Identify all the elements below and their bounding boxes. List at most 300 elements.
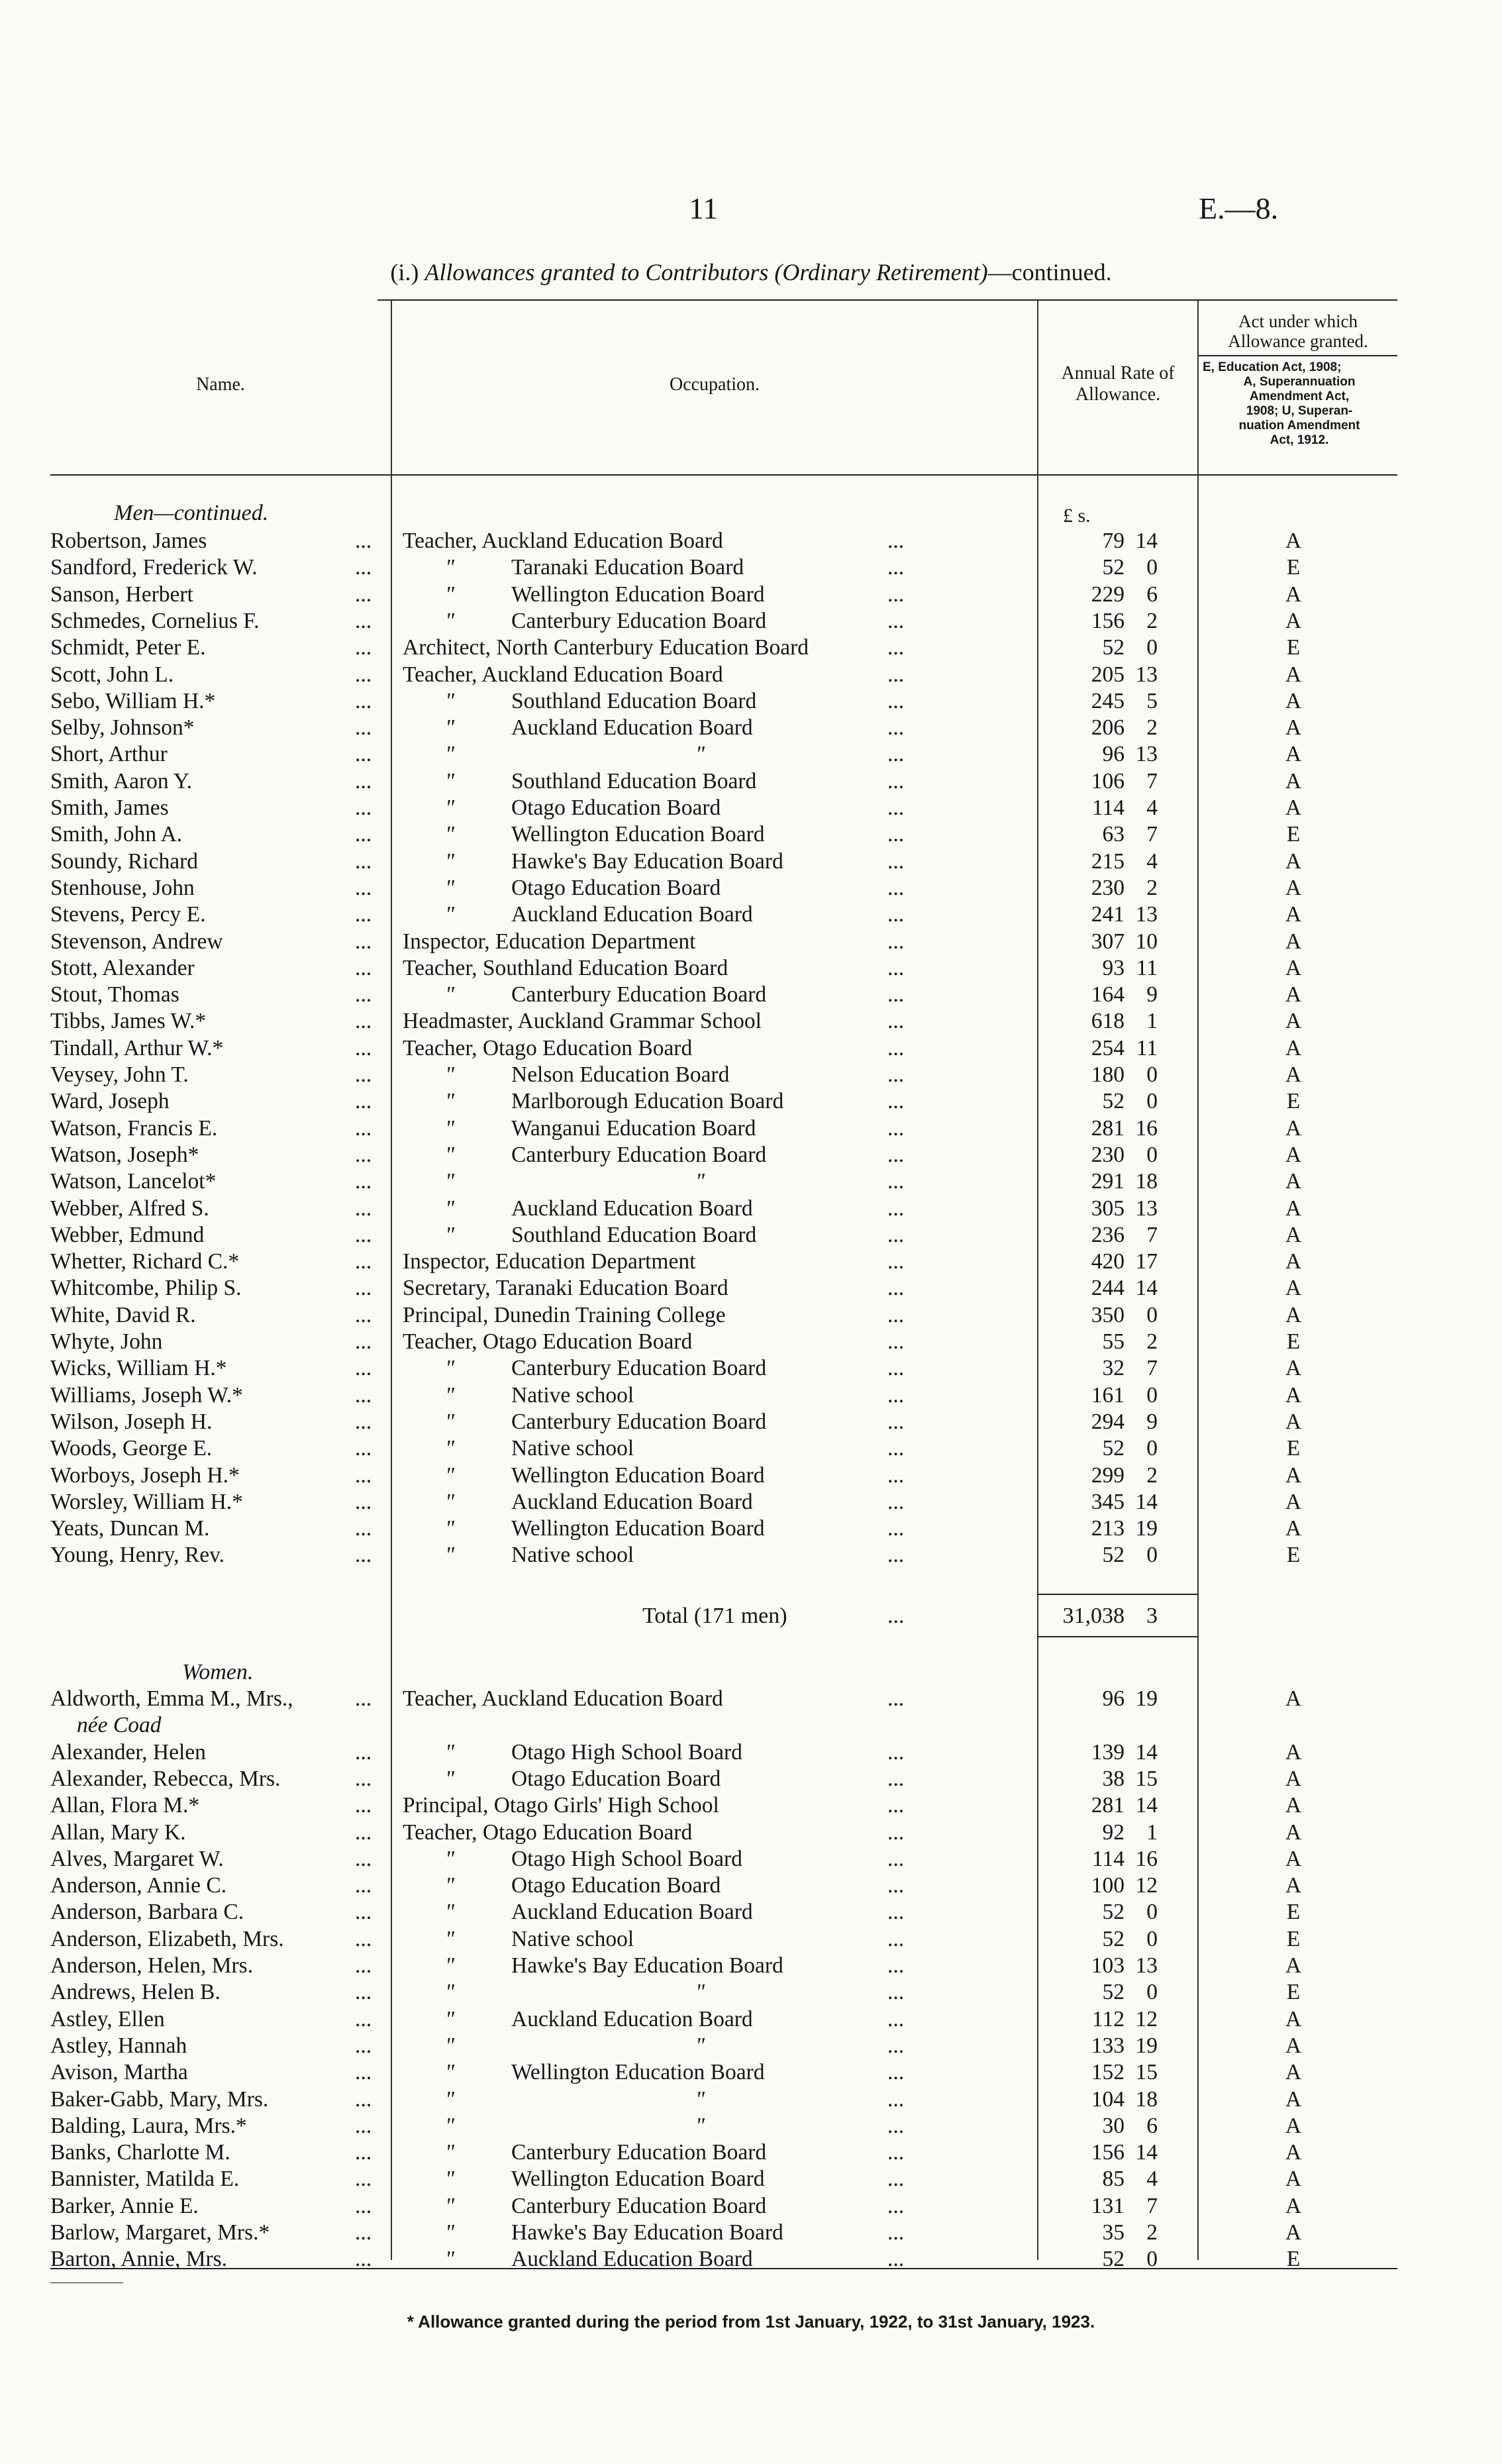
name-leader-dots: ... bbox=[355, 582, 372, 607]
name-leader-dots: ... bbox=[355, 1409, 372, 1434]
row-act: A bbox=[1285, 902, 1302, 927]
name-leader-dots: ... bbox=[355, 1302, 372, 1327]
occupation-leader-dots: ... bbox=[887, 2113, 905, 2138]
row-pounds: 79 bbox=[1102, 529, 1125, 553]
occupation-leader-dots: ... bbox=[887, 1356, 905, 1381]
row-name: Ward, Joseph bbox=[50, 1089, 170, 1114]
row-act: A bbox=[1285, 1035, 1302, 1060]
ditto-mark: " bbox=[445, 1196, 455, 1221]
row-pounds: 291 bbox=[1091, 1169, 1125, 1194]
row-name: Bannister, Matilda E. bbox=[50, 2167, 240, 2192]
row-pounds: 345 bbox=[1091, 1489, 1125, 1514]
row-name: Smith, James bbox=[50, 796, 169, 820]
ditto-mark: " bbox=[445, 1953, 455, 1978]
row-occupation: Teacher, Otago Education Board bbox=[403, 1035, 693, 1060]
occupation-leader-dots: ... bbox=[887, 2220, 905, 2245]
row-occupation: Wellington Education Board bbox=[511, 2060, 765, 2085]
name-leader-dots: ... bbox=[355, 929, 372, 954]
row-pounds: 206 bbox=[1091, 715, 1125, 741]
name-leader-dots: ... bbox=[355, 608, 372, 633]
header-occupation: Occupation. bbox=[669, 374, 760, 395]
caption-suffix: —continued. bbox=[987, 259, 1112, 285]
row-pounds: 305 bbox=[1091, 1196, 1125, 1221]
table-row bbox=[0, 1302, 1502, 1329]
name-leader-dots: ... bbox=[355, 2167, 372, 2192]
row-occupation: Canterbury Education Board bbox=[511, 1409, 767, 1434]
table-row bbox=[0, 901, 1502, 928]
table-row bbox=[0, 1382, 1502, 1409]
row-occupation: Canterbury Education Board bbox=[511, 608, 767, 633]
row-name: Sandford, Frederick W. bbox=[50, 555, 258, 580]
row-shillings: 0 bbox=[1146, 1382, 1158, 1408]
row-pounds: 92 bbox=[1102, 1820, 1125, 1845]
row-shillings: 19 bbox=[1135, 1686, 1158, 1711]
row-occupation: Wellington Education Board bbox=[511, 822, 765, 847]
table-row bbox=[0, 1873, 1502, 1899]
row-name: Baker-Gabb, Mary, Mrs. bbox=[50, 2086, 269, 2112]
row-act: A bbox=[1285, 2060, 1302, 2085]
row-name: Alexander, Helen bbox=[50, 1739, 206, 1765]
ditto-mark: " bbox=[445, 2220, 455, 2245]
row-name: Worsley, William H.* bbox=[50, 1489, 243, 1514]
row-act: A bbox=[1285, 1356, 1302, 1381]
row-name: Allan, Mary K. bbox=[50, 1820, 186, 1845]
table-row-continuation bbox=[0, 1712, 1502, 1739]
name-leader-dots: ... bbox=[355, 1222, 372, 1247]
row-shillings: 10 bbox=[1135, 929, 1158, 954]
occupation-leader-dots: ... bbox=[887, 902, 905, 927]
row-shillings: 6 bbox=[1146, 2113, 1158, 2138]
row-act: A bbox=[1285, 2167, 1302, 2192]
header-annual-rate bbox=[1038, 363, 1197, 405]
row-act: A bbox=[1285, 955, 1302, 980]
row-act: E bbox=[1286, 1926, 1301, 1951]
series-reference: E.—8. bbox=[1199, 191, 1279, 225]
table-row bbox=[0, 1035, 1502, 1062]
row-name: Astley, Hannah bbox=[50, 2033, 187, 2058]
row-occupation: Auckland Education Board bbox=[511, 715, 753, 741]
row-name: Schmidt, Peter E. bbox=[50, 635, 206, 660]
row-occupation: Canterbury Education Board bbox=[511, 1142, 767, 1167]
occupation-leader-dots: ... bbox=[887, 848, 905, 874]
row-act: E bbox=[1286, 2247, 1301, 2272]
occupation-leader-dots: ... bbox=[887, 875, 905, 900]
row-act: A bbox=[1285, 1953, 1302, 1978]
row-act: A bbox=[1285, 848, 1302, 874]
row-shillings: 11 bbox=[1136, 955, 1158, 980]
occupation-leader-dots: ... bbox=[887, 1329, 905, 1354]
table-row bbox=[0, 875, 1502, 901]
ditto-mark: " bbox=[445, 902, 455, 927]
ditto-mark: " bbox=[445, 1926, 455, 1951]
row-name: Tindall, Arthur W.* bbox=[50, 1035, 224, 1060]
ditto-mark: " bbox=[445, 1142, 455, 1167]
name-leader-dots: ... bbox=[355, 715, 372, 741]
ditto-mark: " bbox=[445, 1409, 455, 1434]
row-name: Allan, Flora M.* bbox=[50, 1793, 200, 1818]
row-occupation: Wellington Education Board bbox=[511, 2167, 765, 2192]
row-name: Worboys, Joseph H.* bbox=[50, 1463, 240, 1488]
ditto-mark: " bbox=[445, 1900, 455, 1925]
table-row bbox=[0, 1435, 1502, 1462]
occupation-leader-dots: ... bbox=[887, 1953, 905, 1978]
row-pounds: 156 bbox=[1091, 2140, 1125, 2165]
ditto-mark: " bbox=[445, 1169, 455, 1194]
header-top-rule bbox=[377, 299, 1397, 301]
header-act-title bbox=[1199, 311, 1397, 351]
name-leader-dots: ... bbox=[355, 1009, 372, 1034]
name-leader-dots: ... bbox=[355, 2220, 372, 2245]
row-shillings: 14 bbox=[1135, 1489, 1158, 1514]
row-occupation: Auckland Education Board bbox=[511, 2247, 753, 2272]
occupation-leader-dots: ... bbox=[887, 1926, 905, 1951]
table-row bbox=[0, 662, 1502, 688]
row-act: A bbox=[1285, 1222, 1302, 1247]
row-occupation: Otago Education Board bbox=[511, 796, 721, 820]
total-shillings: 3 bbox=[1146, 1604, 1158, 1628]
table-row bbox=[0, 1953, 1502, 1979]
header-act-rule bbox=[1199, 355, 1397, 356]
row-shillings: 0 bbox=[1146, 1089, 1158, 1114]
row-act: A bbox=[1285, 2193, 1302, 2218]
row-name: Selby, Johnson* bbox=[50, 715, 195, 741]
row-pounds: 103 bbox=[1091, 1953, 1125, 1978]
row-act: A bbox=[1285, 662, 1302, 687]
table-row bbox=[0, 1463, 1502, 1489]
row-act: A bbox=[1285, 1115, 1302, 1141]
row-shillings: 0 bbox=[1146, 1142, 1158, 1167]
row-name: Barton, Annie, Mrs. bbox=[50, 2247, 228, 2272]
row-occupation: Native school bbox=[511, 1436, 634, 1461]
row-shillings: 5 bbox=[1146, 688, 1158, 713]
row-act: A bbox=[1285, 1142, 1302, 1167]
table-row bbox=[0, 741, 1502, 768]
row-shillings: 7 bbox=[1146, 1222, 1158, 1247]
row-act: E bbox=[1286, 1436, 1301, 1461]
row-pounds: 52 bbox=[1102, 1926, 1125, 1951]
row-pounds: 114 bbox=[1091, 796, 1125, 820]
occupation-leader-dots: ... bbox=[887, 635, 905, 660]
row-shillings: 0 bbox=[1146, 1926, 1158, 1951]
name-leader-dots: ... bbox=[355, 982, 372, 1007]
row-shillings: 18 bbox=[1135, 2086, 1158, 2112]
row-act: A bbox=[1285, 1489, 1302, 1514]
row-shillings: 2 bbox=[1146, 1329, 1158, 1354]
name-leader-dots: ... bbox=[355, 1115, 372, 1141]
table-row bbox=[0, 1899, 1502, 1925]
ditto-mark: " bbox=[445, 555, 455, 580]
row-name: Scott, John L. bbox=[50, 662, 174, 687]
row-name: Anderson, Elizabeth, Mrs. bbox=[50, 1926, 284, 1951]
row-shillings: 4 bbox=[1146, 2167, 1158, 2192]
row-act: A bbox=[1285, 1062, 1302, 1087]
occupation-leader-dots: ... bbox=[887, 1873, 905, 1898]
row-occupation: Auckland Education Board bbox=[511, 2006, 753, 2031]
row-occupation: Canterbury Education Board bbox=[511, 2193, 767, 2218]
row-occupation: Inspector, Education Department bbox=[403, 1249, 696, 1274]
row-pounds: 205 bbox=[1091, 662, 1125, 687]
name-leader-dots: ... bbox=[355, 2113, 372, 2138]
table-row bbox=[0, 955, 1502, 982]
row-occupation: Marlborough Education Board bbox=[511, 1089, 784, 1114]
row-act: A bbox=[1285, 1516, 1302, 1541]
row-occupation: Headmaster, Auckland Grammar School bbox=[403, 1009, 762, 1034]
row-pounds: 32 bbox=[1102, 1356, 1125, 1381]
row-shillings: 1 bbox=[1146, 1820, 1158, 1845]
row-pounds: 230 bbox=[1091, 1142, 1125, 1167]
ditto-mark: " bbox=[445, 1846, 455, 1871]
row-act: A bbox=[1285, 688, 1302, 713]
name-leader-dots: ... bbox=[355, 1900, 372, 1925]
row-pounds: 307 bbox=[1091, 929, 1125, 954]
total-leader-dots: ... bbox=[887, 1604, 905, 1628]
ditto-mark: " bbox=[445, 2167, 455, 2192]
row-pounds: 96 bbox=[1102, 1686, 1125, 1711]
name-leader-dots: ... bbox=[355, 1516, 372, 1541]
row-shillings: 0 bbox=[1146, 1062, 1158, 1087]
ditto-mark: " bbox=[445, 875, 455, 900]
row-act: A bbox=[1285, 929, 1302, 954]
row-occupation: Teacher, Auckland Education Board bbox=[403, 529, 723, 553]
row-pounds: 52 bbox=[1102, 1900, 1125, 1925]
name-leader-dots: ... bbox=[355, 1356, 372, 1381]
row-name: Watson, Joseph* bbox=[50, 1142, 199, 1167]
row-name: Sebo, William H.* bbox=[50, 688, 216, 713]
row-occupation: Auckland Education Board bbox=[511, 1196, 753, 1221]
occupation-leader-dots: ... bbox=[887, 1035, 905, 1060]
row-name: Anderson, Barbara C. bbox=[50, 1900, 244, 1925]
row-pounds: 618 bbox=[1091, 1009, 1125, 1034]
row-pounds: 164 bbox=[1091, 982, 1125, 1007]
header-act-key bbox=[1203, 360, 1396, 448]
row-act: A bbox=[1285, 1739, 1302, 1765]
name-leader-dots: ... bbox=[355, 796, 372, 820]
row-pounds: 112 bbox=[1091, 2006, 1125, 2031]
header-rate-line2: Allowance. bbox=[1075, 384, 1161, 405]
occupation-leader-dots: ... bbox=[887, 1739, 905, 1765]
row-occupation: Principal, Dunedin Training College bbox=[403, 1302, 726, 1327]
table-row bbox=[0, 768, 1502, 795]
name-leader-dots: ... bbox=[355, 529, 372, 553]
row-shillings: 0 bbox=[1146, 1302, 1158, 1327]
table-row bbox=[0, 715, 1502, 741]
ditto-mark: " bbox=[445, 1436, 455, 1461]
ditto-mark: " bbox=[445, 768, 455, 794]
occupation-leader-dots: ... bbox=[887, 2247, 905, 2272]
occupation-leader-dots: ... bbox=[887, 1222, 905, 1247]
table-row bbox=[0, 2033, 1502, 2059]
ditto-mark: " bbox=[445, 742, 455, 767]
ditto-mark: " bbox=[445, 1463, 455, 1488]
row-pounds: 420 bbox=[1091, 1249, 1125, 1274]
row-shillings: 7 bbox=[1146, 1356, 1158, 1381]
row-shillings: 2 bbox=[1146, 608, 1158, 633]
row-act: E bbox=[1286, 635, 1301, 660]
ditto-mark: " bbox=[445, 1489, 455, 1514]
row-name: Smith, John A. bbox=[50, 822, 183, 847]
ditto-mark: " bbox=[445, 822, 455, 847]
row-name: Stout, Thomas bbox=[50, 982, 179, 1007]
occupation-leader-dots: ... bbox=[887, 822, 905, 847]
name-leader-dots: ... bbox=[355, 1846, 372, 1871]
row-name: Balding, Laura, Mrs.* bbox=[50, 2113, 247, 2138]
occupation-leader-dots: ... bbox=[887, 2060, 905, 2085]
ditto-mark: " bbox=[445, 2247, 455, 2272]
row-act: A bbox=[1285, 1766, 1302, 1791]
row-pounds: 350 bbox=[1091, 1302, 1125, 1327]
row-shillings: 0 bbox=[1146, 1900, 1158, 1925]
row-occupation: Native school bbox=[511, 1543, 634, 1568]
ditto-mark: " bbox=[445, 2033, 455, 2058]
ditto-mark: " bbox=[445, 1766, 455, 1791]
row-act: E bbox=[1286, 555, 1301, 580]
occupation-leader-dots: ... bbox=[887, 662, 905, 687]
header-act-line2: Allowance granted. bbox=[1228, 331, 1368, 351]
occupation-leader-dots: ... bbox=[887, 929, 905, 954]
occupation-leader-dots: ... bbox=[887, 1820, 905, 1845]
table-row bbox=[0, 1846, 1502, 1873]
row-act: E bbox=[1286, 822, 1301, 847]
row-act: E bbox=[1286, 1543, 1301, 1568]
name-leader-dots: ... bbox=[355, 2033, 372, 2058]
row-shillings: 1 bbox=[1146, 1009, 1158, 1034]
ditto-mark: " bbox=[445, 848, 455, 874]
name-leader-dots: ... bbox=[355, 902, 372, 927]
row-pounds: 180 bbox=[1091, 1062, 1125, 1087]
table-row bbox=[0, 1222, 1502, 1249]
row-pounds: 52 bbox=[1102, 635, 1125, 660]
row-pounds: 52 bbox=[1102, 1089, 1125, 1114]
occupation-leader-dots: ... bbox=[887, 1249, 905, 1274]
currency-header: £ s. bbox=[1063, 505, 1091, 527]
row-occupation: Native school bbox=[511, 1926, 634, 1951]
occupation-leader-dots: ... bbox=[887, 2167, 905, 2192]
row-act: A bbox=[1285, 1409, 1302, 1434]
row-occupation: Southland Education Board bbox=[511, 1222, 757, 1247]
table-row bbox=[0, 688, 1502, 715]
row-act: A bbox=[1285, 1009, 1302, 1034]
header-rate-line1: Annual Rate of bbox=[1061, 363, 1175, 384]
row-name: Wilson, Joseph H. bbox=[50, 1409, 213, 1434]
header-act-line1: Act under which bbox=[1238, 311, 1358, 331]
row-act: A bbox=[1285, 768, 1302, 794]
occupation-leader-dots: ... bbox=[887, 1062, 905, 1087]
row-name: Short, Arthur bbox=[50, 742, 168, 767]
row-pounds: 281 bbox=[1091, 1115, 1125, 1141]
row-name: Avison, Martha bbox=[50, 2060, 188, 2085]
ditto-mark: " bbox=[445, 982, 455, 1007]
name-leader-dots: ... bbox=[355, 1196, 372, 1221]
row-occupation: Auckland Education Board bbox=[511, 1489, 753, 1514]
table-row bbox=[0, 795, 1502, 821]
row-act: E bbox=[1286, 1980, 1301, 2005]
total-label: Total (171 men) bbox=[642, 1604, 787, 1628]
table-row bbox=[0, 1008, 1502, 1035]
occupation-leader-dots: ... bbox=[887, 608, 905, 633]
occupation-leader-dots: ... bbox=[887, 582, 905, 607]
table-row bbox=[0, 1515, 1502, 1542]
ditto-mark: " bbox=[445, 1543, 455, 1568]
row-pounds: 299 bbox=[1091, 1463, 1125, 1488]
table-row bbox=[0, 1249, 1502, 1275]
row-shillings: 17 bbox=[1135, 1249, 1158, 1274]
ditto-mark: " bbox=[445, 2060, 455, 2085]
row-shillings: 7 bbox=[1146, 2193, 1158, 2218]
ditto-mark: " bbox=[445, 1222, 455, 1247]
ditto-mark: " bbox=[445, 715, 455, 741]
name-leader-dots: ... bbox=[355, 1169, 372, 1194]
ditto-mark: " bbox=[445, 2140, 455, 2165]
ditto-mark: " bbox=[445, 1739, 455, 1765]
row-name: Stevens, Percy E. bbox=[50, 902, 206, 927]
row-shillings: 9 bbox=[1146, 982, 1158, 1007]
table-row bbox=[0, 1542, 1502, 1568]
occupation-leader-dots: ... bbox=[887, 1409, 905, 1434]
row-pounds: 114 bbox=[1091, 1846, 1125, 1871]
row-act: A bbox=[1285, 982, 1302, 1007]
row-name: Aldworth, Emma M., Mrs., bbox=[50, 1686, 293, 1711]
row-act: A bbox=[1285, 1302, 1302, 1327]
table-row bbox=[0, 1142, 1502, 1168]
occupation-leader-dots: ... bbox=[887, 768, 905, 794]
table-row bbox=[0, 1926, 1502, 1953]
name-leader-dots: ... bbox=[355, 1329, 372, 1354]
row-pounds: 55 bbox=[1102, 1329, 1125, 1354]
row-pounds: 106 bbox=[1091, 768, 1125, 794]
row-occupation: Teacher, Auckland Education Board bbox=[403, 1686, 723, 1711]
table-row bbox=[0, 2193, 1502, 2220]
row-shillings: 12 bbox=[1135, 1873, 1158, 1898]
table-row bbox=[0, 2220, 1502, 2246]
row-name: Sanson, Herbert bbox=[50, 582, 193, 607]
row-occupation: Teacher, Otago Education Board bbox=[403, 1329, 693, 1354]
row-pounds: 52 bbox=[1102, 1980, 1125, 2005]
occupation-leader-dots: ... bbox=[887, 1382, 905, 1408]
name-leader-dots: ... bbox=[355, 1062, 372, 1087]
name-leader-dots: ... bbox=[355, 2060, 372, 2085]
table-row bbox=[0, 1979, 1502, 2006]
table-caption bbox=[0, 258, 1502, 286]
row-shillings: 2 bbox=[1146, 875, 1158, 900]
row-shillings: 15 bbox=[1135, 2060, 1158, 2085]
row-act: A bbox=[1285, 796, 1302, 820]
row-shillings: 16 bbox=[1135, 1115, 1158, 1141]
row-act: A bbox=[1285, 582, 1302, 607]
name-leader-dots: ... bbox=[355, 2193, 372, 2218]
row-pounds: 245 bbox=[1091, 688, 1125, 713]
name-leader-dots: ... bbox=[355, 1926, 372, 1951]
row-occupation: Taranaki Education Board bbox=[511, 555, 744, 580]
ditto-mark: " bbox=[445, 1062, 455, 1087]
occupation-leader-dots: ... bbox=[887, 529, 905, 553]
row-name: Andrews, Helen B. bbox=[50, 1980, 221, 2005]
row-pounds: 133 bbox=[1091, 2033, 1125, 2058]
name-leader-dots: ... bbox=[355, 688, 372, 713]
name-leader-dots: ... bbox=[355, 875, 372, 900]
row-pounds: 35 bbox=[1102, 2220, 1125, 2245]
row-occupation: Southland Education Board bbox=[511, 688, 757, 713]
row-pounds: 52 bbox=[1102, 1436, 1125, 1461]
act-key-line: Act, 1912. bbox=[1270, 433, 1329, 447]
table-row bbox=[0, 528, 1502, 554]
name-leader-dots: ... bbox=[355, 2006, 372, 2031]
row-occupation: Wellington Education Board bbox=[511, 1516, 765, 1541]
table-row bbox=[0, 848, 1502, 875]
occupation-leader-dots: ... bbox=[887, 715, 905, 741]
row-name: Robertson, James bbox=[50, 529, 207, 553]
name-leader-dots: ... bbox=[355, 1489, 372, 1514]
row-occupation: Architect, North Canterbury Education Board bbox=[403, 635, 809, 660]
